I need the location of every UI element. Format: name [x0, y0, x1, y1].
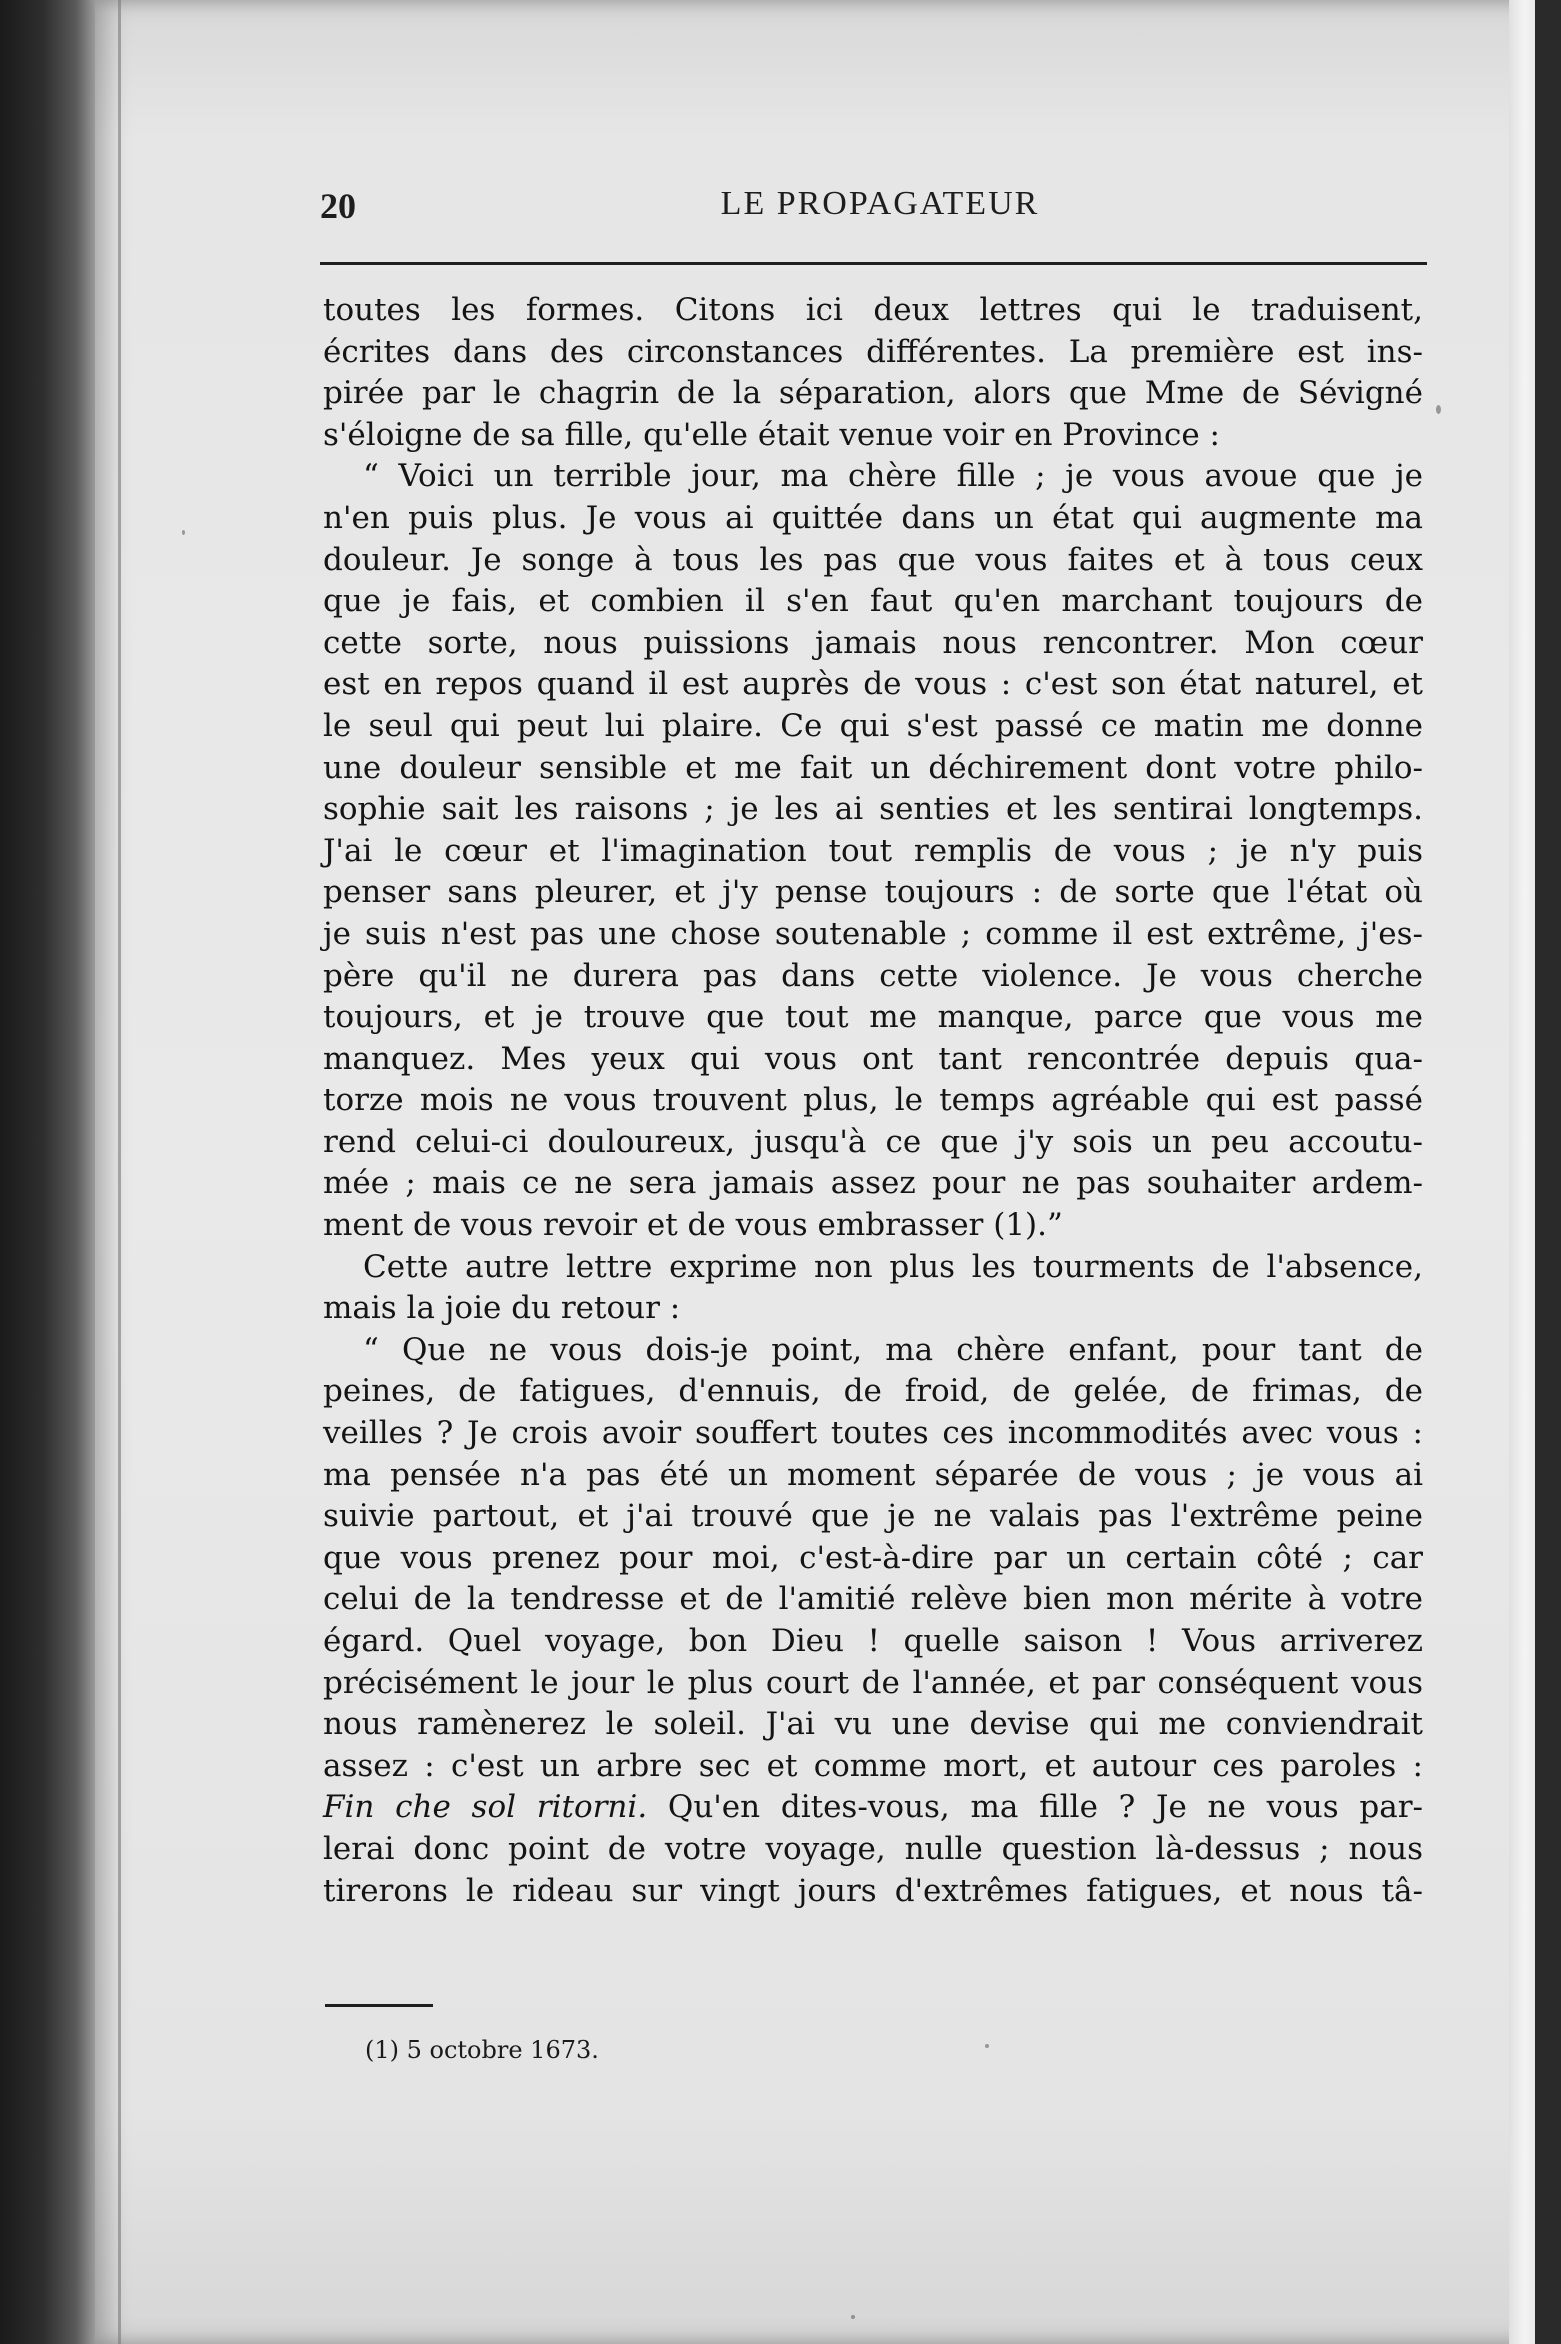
footnote-rule: [325, 2004, 433, 2007]
text-line: rend celui-ci douloureux, jusqu'à ce que j'y sois un peu accoutu-: [323, 1123, 1423, 1160]
scan-speck: [1436, 405, 1441, 414]
text-line: que vous prenez pour moi, c'est-à-dire par un certain côté ; car: [323, 1539, 1423, 1576]
page-fold-line: [118, 0, 121, 2344]
text-line: suivie partout, et j'ai trouvé que je ne valais pas l'extrême peine: [323, 1498, 1423, 1535]
text-line: sophie sait les raisons ; je les ai senties et les sentirai longtemps.: [323, 791, 1423, 828]
page-number: 20: [320, 186, 356, 226]
running-title: LE PROPAGATEUR: [720, 185, 1040, 222]
text-line: mais la joie du retour :: [323, 1290, 681, 1327]
text-line: est en repos quand il est auprès de vous : c'est son état naturel, et: [323, 666, 1423, 703]
text-line: penser sans pleurer, et j'y pense toujours : de sorte que l'état où: [323, 874, 1423, 911]
text-line: père qu'il ne durera pas dans cette violence. Je vous cherche: [323, 957, 1423, 994]
text-line: “ Voici un terrible jour, ma chère fille ; je vous avoue que je: [363, 458, 1423, 495]
text-line: tirerons le rideau sur vingt jours d'extrêmes fatigues, et nous tâ-: [323, 1872, 1423, 1909]
text-line: une douleur sensible et me fait un déchirement dont votre philo-: [323, 749, 1423, 786]
text-line: pirée par le chagrin de la séparation, alors que Mme de Sévigné: [323, 375, 1423, 412]
text-line: J'ai le cœur et l'imagination tout remplis de vous ; je n'y puis: [323, 832, 1423, 869]
text-line: que je fais, et combien il s'en faut qu'en marchant toujours de: [323, 583, 1423, 620]
text-line: égard. Quel voyage, bon Dieu ! quelle saison ! Vous arriverez: [323, 1623, 1423, 1659]
italic-quote: Fin che sol ritorni.: [323, 1789, 648, 1826]
text-line: [323, 1787, 1423, 1829]
text-line: ment de vous revoir et de vous embrasser (1).”: [323, 1207, 1063, 1244]
text-line: lerai donc point de votre voyage, nulle question là-dessus ; nous: [323, 1830, 1423, 1867]
text-line: veilles ? Je crois avoir souffert toutes ces incommodités avec vous :: [323, 1415, 1423, 1452]
text-line: le seul qui peut lui plaire. Ce qui s'est passé ce matin me donne: [323, 707, 1423, 744]
text-line: nous ramènerez le soleil. J'ai vu une devise qui me conviendrait: [323, 1706, 1423, 1743]
text-line: toujours, et je trouve que tout me manque, parce que vous me: [323, 999, 1423, 1036]
text-line: je suis n'est pas une chose soutenable ; comme il est extrême, j'es-: [323, 915, 1423, 952]
text-line: celui de la tendresse et de l'amitié relève bien mon mérite à votre: [323, 1581, 1423, 1618]
text-line: douleur. Je songe à tous les pas que vous faites et à tous ceux: [323, 541, 1423, 578]
text-line: toutes les formes. Citons ici deux lettres qui le traduisent,: [323, 292, 1423, 328]
text-line: “ Que ne vous dois-je point, ma chère enfant, pour tant de: [363, 1331, 1423, 1368]
scan-speck: [182, 530, 185, 535]
text-line: peines, de fatigues, d'ennuis, de froid, de gelée, de frimas, de: [323, 1373, 1423, 1410]
text-line: ma pensée n'a pas été un moment séparée de vous ; je vous ai: [323, 1456, 1423, 1493]
text-line: précisément le jour le plus court de l'année, et par conséquent vous: [323, 1664, 1423, 1701]
footnote: (1) 5 octobre 1673.: [365, 2036, 599, 2064]
text-line: n'en puis plus. Je vous ai quittée dans un état qui augmente ma: [323, 499, 1423, 536]
text-line: écrites dans des circonstances différentes. La première est ins-: [323, 333, 1423, 370]
page-header: [320, 185, 1440, 235]
book-gutter-shadow: [0, 0, 95, 2344]
text-line: mée ; mais ce ne sera jamais assez pour ne pas souhaiter ardem-: [323, 1165, 1423, 1202]
header-rule: [320, 262, 1427, 265]
body-text: [323, 290, 1423, 1912]
text-line: cette sorte, nous puissions jamais nous rencontrer. Mon cœur: [323, 624, 1423, 661]
scan-speck: [851, 2315, 855, 2319]
text-line: manquez. Mes yeux qui vous ont tant rencontrée depuis qua-: [323, 1040, 1423, 1077]
page-edge: [1509, 0, 1535, 2344]
text-line: Cette autre lettre exprime non plus les tourments de l'absence,: [363, 1248, 1423, 1285]
text-line: torze mois ne vous trouvent plus, le temps agréable qui est passé: [323, 1082, 1423, 1119]
text-line: assez : c'est un arbre sec et comme mort, et autour ces paroles :: [323, 1747, 1423, 1784]
scan-speck: [985, 2044, 989, 2048]
text-line: s'éloigne de sa fille, qu'elle était venue voir en Province :: [323, 416, 1221, 453]
text-fragment: Qu'en dites-vous, ma fille ? Je ne vous par-: [647, 1789, 1423, 1826]
